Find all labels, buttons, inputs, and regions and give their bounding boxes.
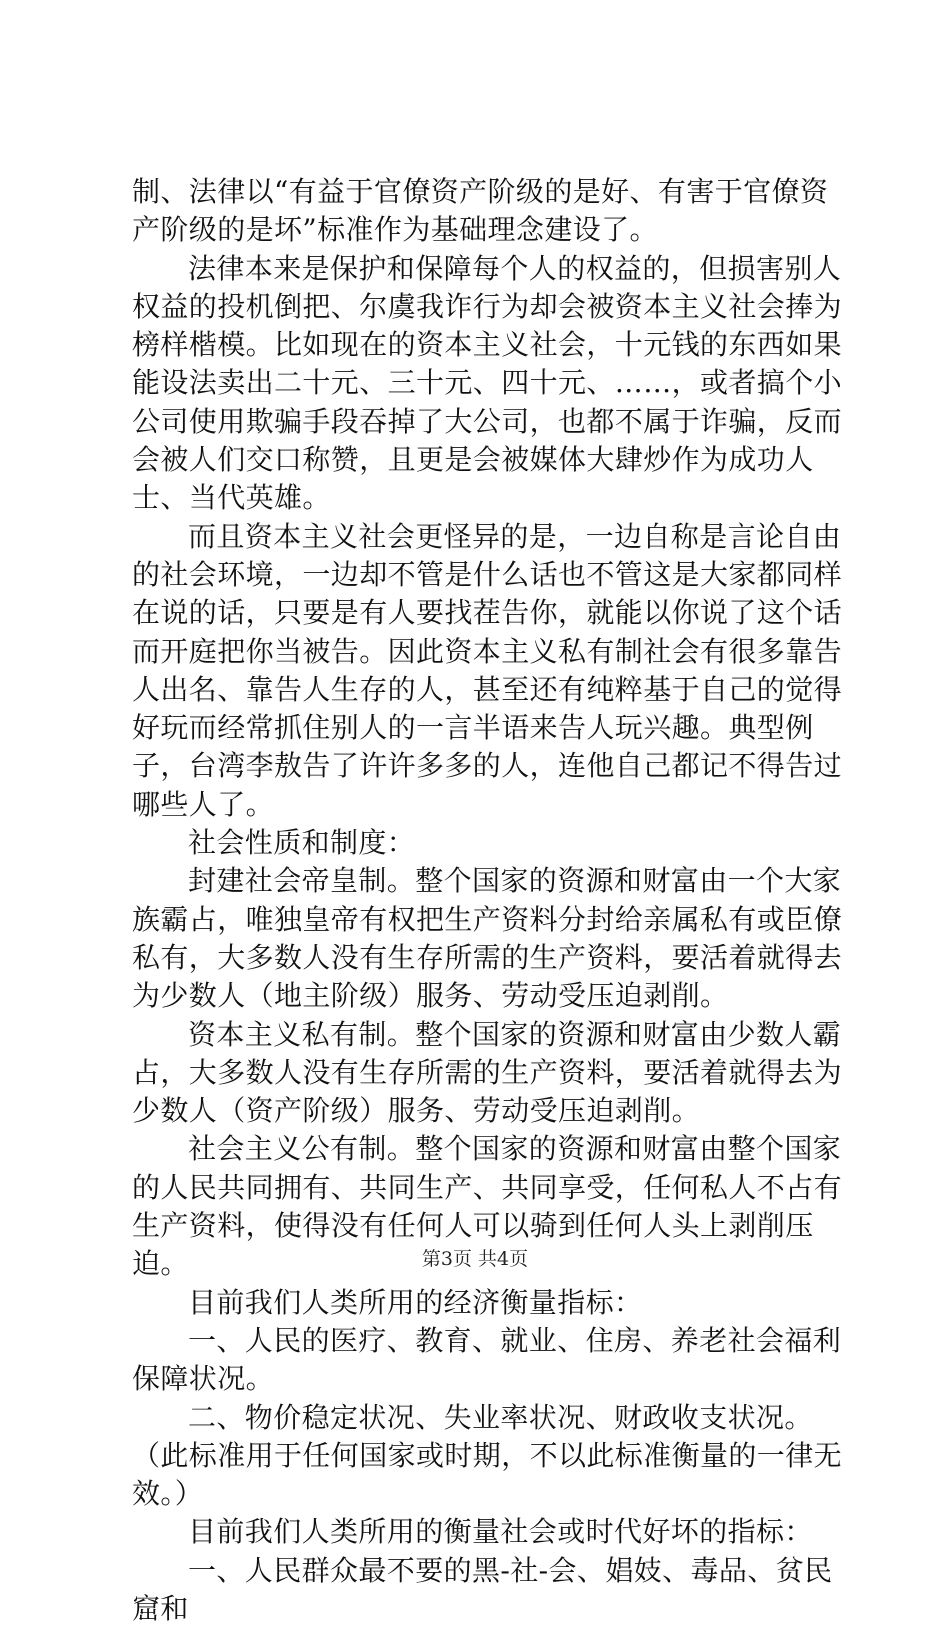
document-body xyxy=(132,173,852,1628)
paragraph-10: 二、物价稳定状况、失业率状况、财政收支状况。（此标准用于任何国家或时期，不以此标准衡量的一律无效。） xyxy=(132,1400,843,1511)
paragraph-11: 目前我们人类所用的衡量社会或时代好坏的指标： xyxy=(188,1515,813,1549)
paragraph-5: 封建社会帝皇制。整个国家的资源和财富由一个大家族霸占，唯独皇帝有权把生产资料分封给亲属私有或臣僚私有，大多数人没有生存所需的生产资料，要活着就得去为少数人（地主阶级）服务、劳动受压迫剥削。 xyxy=(132,864,843,1013)
paragraph-7: 社会主义公有制。整个国家的资源和财富由整个国家的人民共同拥有、共同生产、共同享受，任何私人不占有生产资料，使得没有任何人可以骑到任何人头上剥削压迫。 xyxy=(132,1132,843,1281)
paragraph-9: 一、人民的医疗、教育、就业、住房、养老社会福利保障状况。 xyxy=(132,1323,842,1396)
paragraph-6: 资本主义私有制。整个国家的资源和财富由少数人霸占，大多数人没有生存所需的生产资料，要活着就得去为少数人（资产阶级）服务、劳动受压迫剥削。 xyxy=(132,1017,843,1128)
page-footer: 第3页 共4页 xyxy=(421,1248,529,1270)
paragraph-8: 目前我们人类所用的经济衡量指标： xyxy=(188,1285,643,1319)
paragraph-12: 一、人民群众最不要的黑-社-会、娼妓、毒品、贫民窟和 xyxy=(132,1553,833,1625)
paragraph-3: 而且资本主义社会更怪异的是，一边自称是言论自由的社会环境，一边却不管是什么话也不管这是大家都同样在说的话，只要是有人要找茬告你，就能以你说了这个话而开庭把你当被告。因此资本主义私有制社会有很多靠告人出名、靠告人生存的人，甚至还有纯粹基于自己的觉得好玩而经常抓住别人的一言半语来告人玩兴趣。典型例子，台湾李敖告了许许多多的人，连他自己都记不得告过哪些人了。 xyxy=(132,519,843,821)
paragraph-1: 制、法律以“有益于官僚资产阶级的是好、有害于官僚资产阶级的是坏”标准作为基础理念建设了。 xyxy=(132,175,829,247)
paragraph-2: 法律本来是保护和保障每个人的权益的，但损害别人权益的投机倒把、尔虞我诈行为却会被资本主义社会捧为榜样楷模。比如现在的资本主义社会，十元钱的东西如果能设法卖出二十元、三十元、四十元、……，或者搞个小公司使用欺骗手段吞掉了大公司，也都不属于诈骗，反而会被人们交口称赞，且更是会被媒体大肆炒作为成功人士、当代英雄。 xyxy=(132,251,843,515)
paragraph-4: 社会性质和制度： xyxy=(188,826,416,860)
